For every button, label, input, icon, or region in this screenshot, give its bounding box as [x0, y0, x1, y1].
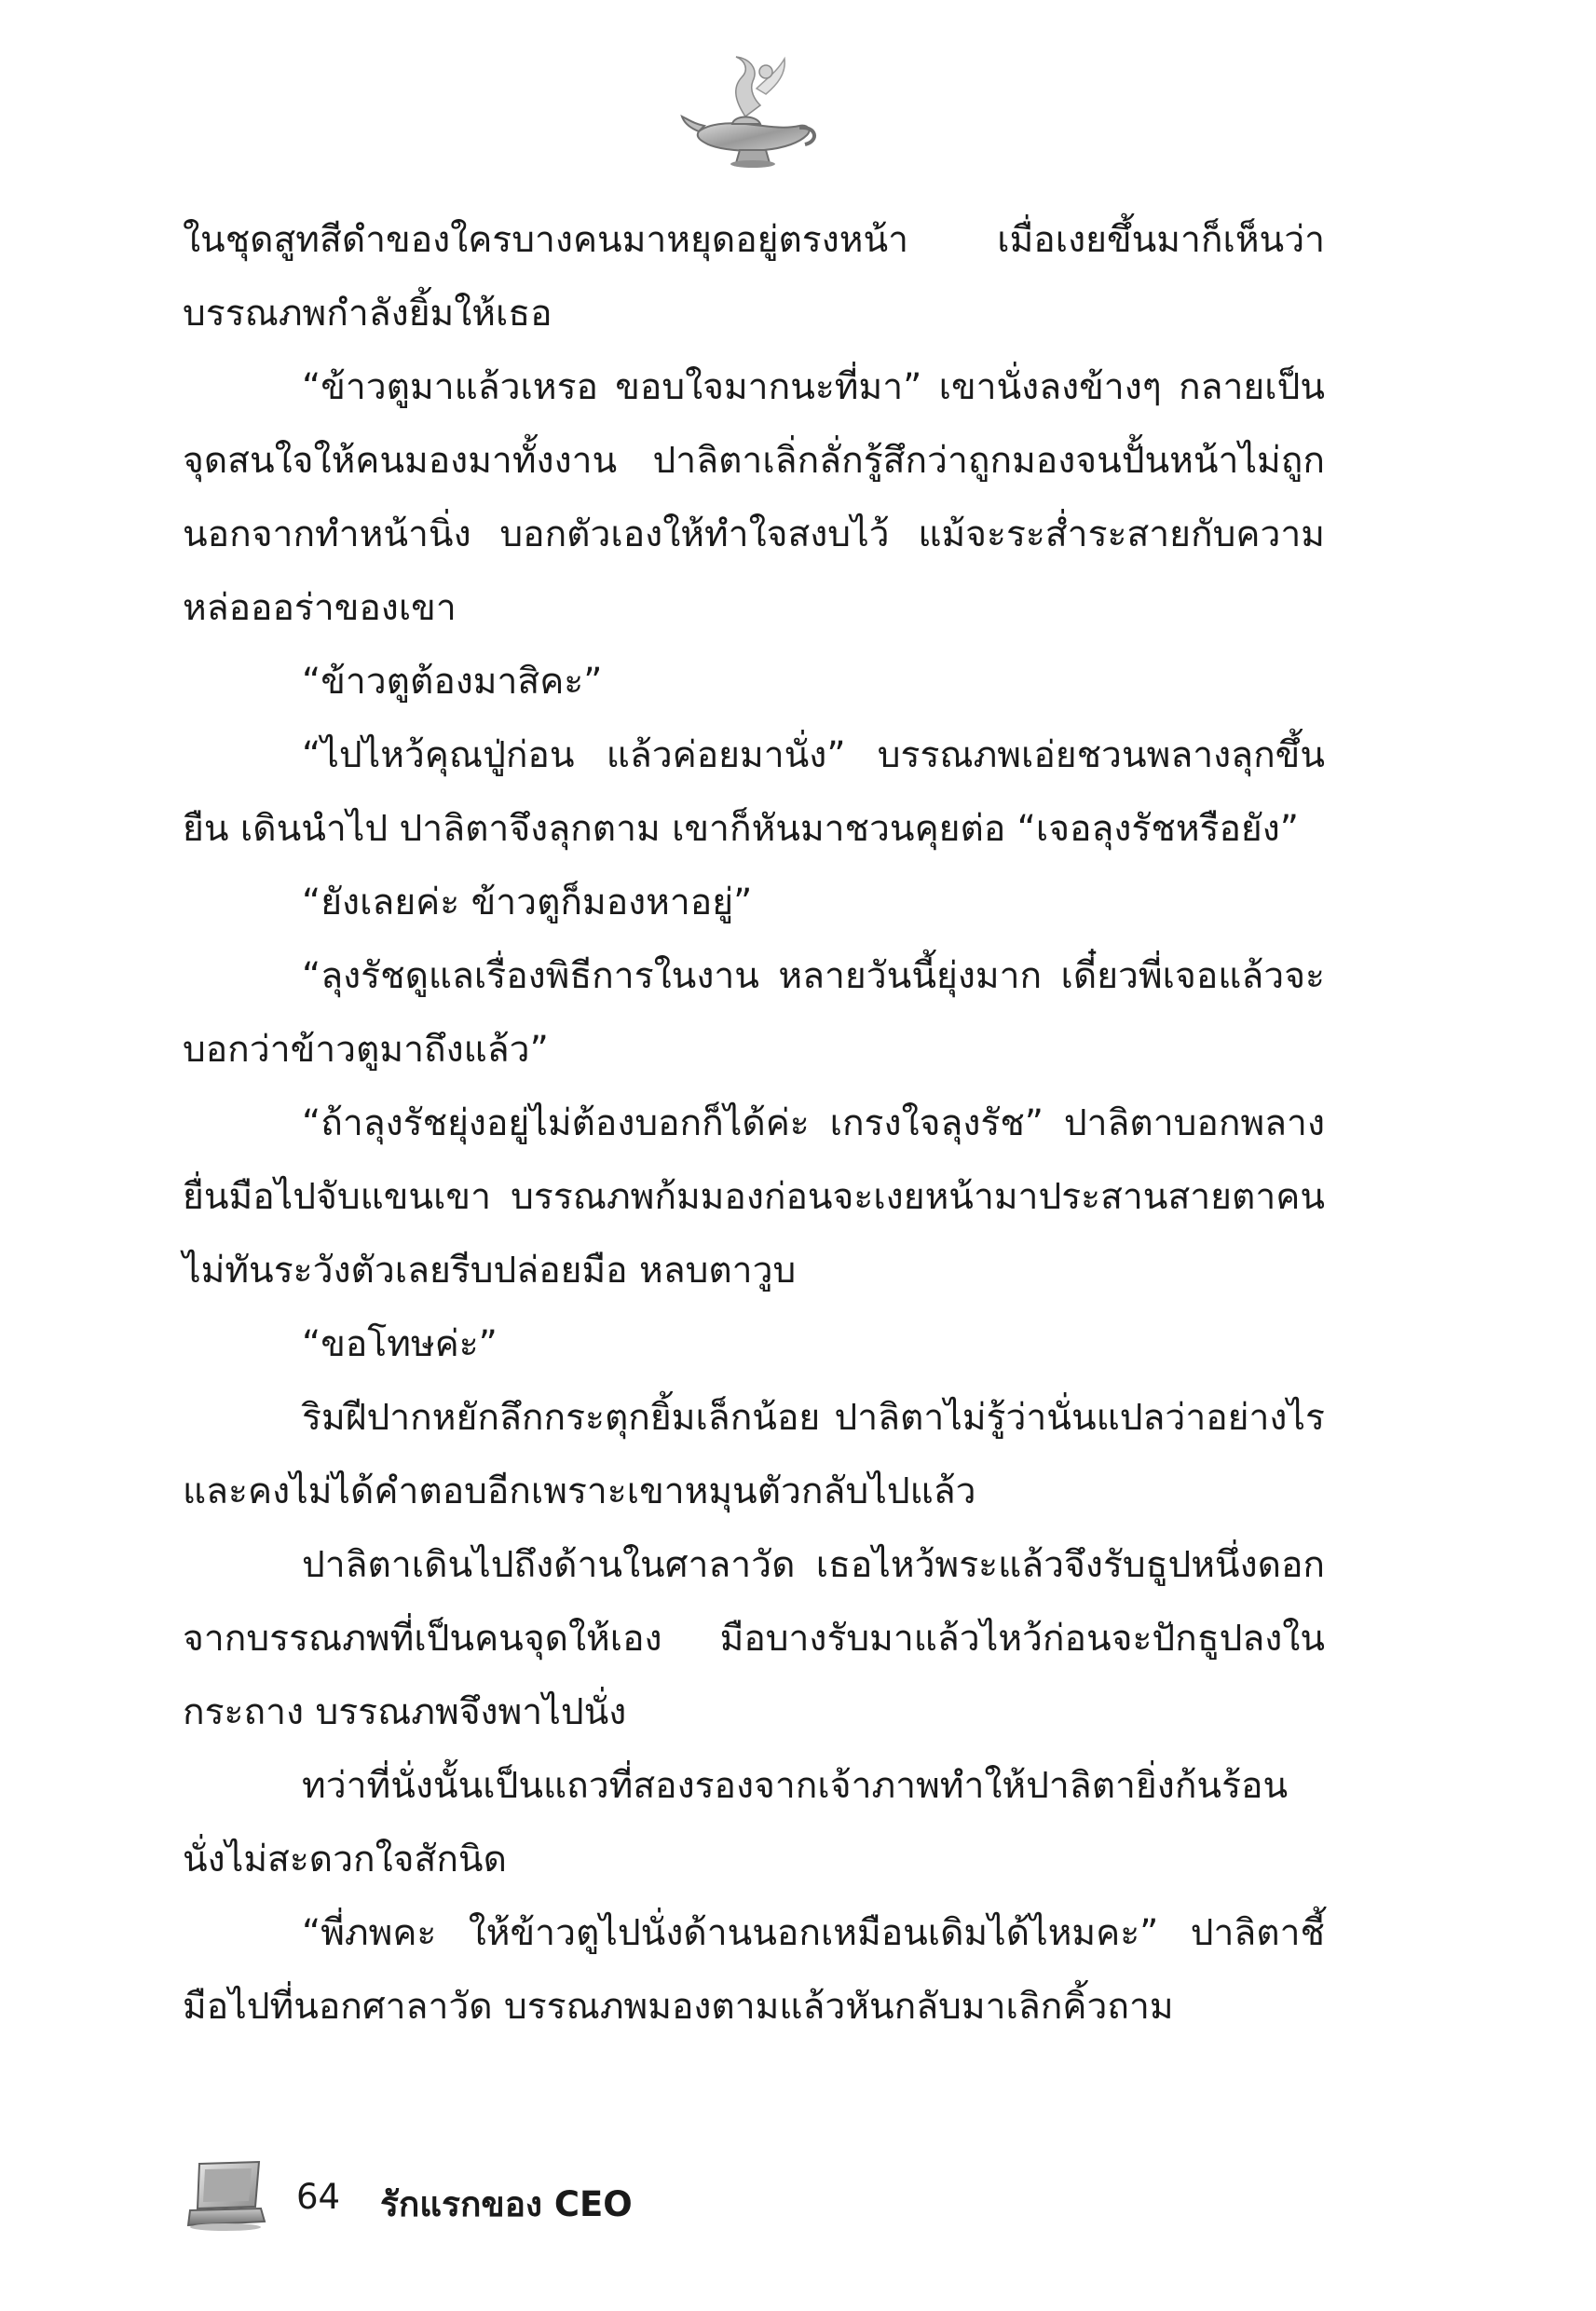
paragraph: “ถ้าลุงรัชยุ่งอยู่ไม่ต้องบอกก็ได้ค่ะ เกรงใจลุงรัช” ปาลิตาบอกพลางยื่นมือไปจับแขนเขา บรรณภพก้มมองก่อนจะเงยหน้ามาประสานสายตาคนไม่ทันระวังตัวเลยรีบปล่อยมือ หลบตาวูบ [183, 1102, 1325, 1292]
body-text [183, 203, 1325, 2044]
page-number: 64 [296, 2177, 341, 2217]
paragraph: “ลุงรัชดูแลเรื่องพิธีการในงาน หลายวันนี้ยุ่งมาก เดี๋ยวพี่เจอแล้วจะบอกว่าข้าวตูมาถึงแล้ว” [183, 955, 1325, 1071]
genie-lamp-icon [680, 51, 820, 172]
book-title: รักแรกของ CEO [380, 2184, 633, 2224]
paragraph: “พี่ภพคะ ให้ข้าวตูไปนั่งด้านนอกเหมือนเดิมได้ไหมคะ” ปาลิตาชี้มือไปที่นอกศาลาวัด บรรณภพมองตามแล้วหันกลับมาเลิกคิ้วถาม [183, 1912, 1325, 2028]
page-footer [186, 2160, 839, 2235]
paragraph: “ข้าวตูมาแล้วเหรอ ขอบใจมากนะที่มา” เขานั่งลงข้างๆ กลายเป็นจุดสนใจให้คนมองมาทั้งงาน ปาลิตาเลิ่กลั่กรู้สึกว่าถูกมองจนปั้นหน้าไม่ถูก นอกจากทำหน้านิ่ง บอกตัวเองให้ทำใจสงบไว้ แม้จะระส่ำระสายกับความหล่อออร่าของเขา [183, 366, 1325, 629]
paragraph: ในชุดสูทสีดำของใครบางคนมาหยุดอยู่ตรงหน้า เมื่อเงยขึ้นมาก็เห็นว่า บรรณภพกำลังยิ้มให้เธอ [183, 219, 1325, 335]
paragraph: “ไปไหว้คุณปู่ก่อน แล้วค่อยมานั่ง” บรรณภพเอ่ยชวนพลางลุกขึ้นยืน เดินนำไป ปาลิตาจึงลุกตาม เขาก็หันมาชวนคุยต่อ “เจอลุงรัชหรือยัง” [183, 734, 1325, 850]
paragraph: “ขอโทษค่ะ” [302, 1323, 498, 1365]
paragraph: ทว่าที่นั่งนั้นเป็นแถวที่สองรองจากเจ้าภาพทำให้ปาลิตายิ่งก้นร้อนนั่งไม่สะดวกใจสักนิด [183, 1765, 1289, 1880]
paragraph: ริมฝีปากหยักลึกกระตุกยิ้มเล็กน้อย ปาลิตาไม่รู้ว่านั่นแปลว่าอย่างไร และคงไม่ได้คำตอบอีกเพราะเขาหมุนตัวกลับไปแล้ว [183, 1397, 1325, 1512]
paragraph: “ยังเลยค่ะ ข้าวตูก็มองหาอยู่” [302, 882, 753, 923]
paragraph: ปาลิตาเดินไปถึงด้านในศาลาวัด เธอไหว้พระแล้วจึงรับธูปหนึ่งดอกจากบรรณภพที่เป็นคนจุดให้เอง มือบางรับมาแล้วไหว้ก่อนจะปักธูปลงในกระถาง บรรณภพจึงพาไปนั่ง [183, 1544, 1325, 1733]
laptop-icon [186, 2160, 266, 2233]
paragraph: “ข้าวตูต้องมาสิคะ” [302, 661, 603, 703]
